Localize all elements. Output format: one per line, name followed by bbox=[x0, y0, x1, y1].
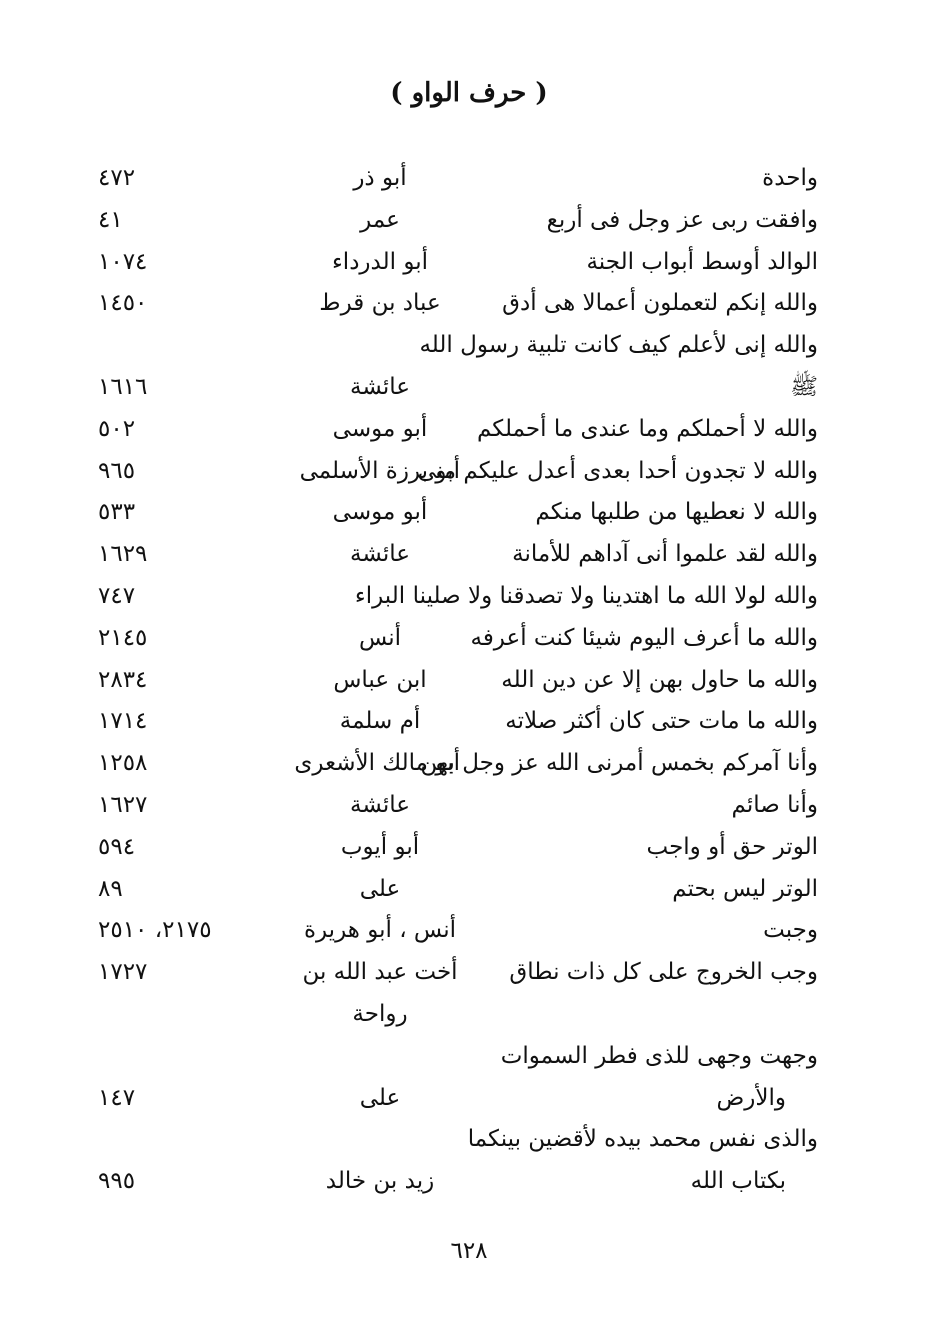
hadith-phrase: والله إنكم لتعملون أعمالا هى أدق bbox=[502, 290, 818, 317]
section-title: ( حرف الواو ) bbox=[390, 78, 548, 108]
hadith-phrase: والله لا نعطيها من طلبها منكم bbox=[535, 499, 818, 526]
narrator-name: زيد بن خالد bbox=[325, 1168, 435, 1195]
hadith-phrase: والله ما حاول بهن إلا عن دين الله bbox=[501, 666, 818, 693]
hadith-phrase: والأرض bbox=[716, 1084, 786, 1111]
narrator-name: أبو برزة الأسلمى bbox=[299, 457, 460, 484]
table-row bbox=[0, 1078, 938, 1120]
table-row bbox=[0, 451, 938, 493]
hadith-phrase: وافقت ربى عز وجل فى أربع bbox=[546, 206, 818, 233]
hadith-number: ١٦٢٧ bbox=[98, 791, 148, 818]
hadith-number: ٢١٤٥ bbox=[98, 624, 148, 651]
table-row bbox=[0, 534, 938, 576]
narrator-name: أخت عبد الله بن bbox=[302, 959, 458, 986]
hadith-number: ١٧١٤ bbox=[98, 708, 148, 735]
table-row bbox=[0, 1036, 938, 1078]
narrator-name: أنس ، أبو هريرة bbox=[303, 917, 457, 944]
narrator-name: عائشة bbox=[350, 541, 410, 568]
table-row bbox=[0, 910, 938, 952]
page-number: ٦٢٨ bbox=[450, 1238, 488, 1264]
hadith-number: ٤٧٢ bbox=[98, 165, 136, 191]
hadith-phrase: والله لا أحملكم وما عندى ما أحملكم bbox=[477, 415, 818, 442]
hadith-number: ١٤٥٠ bbox=[98, 290, 148, 317]
table-row bbox=[0, 827, 938, 869]
table-row bbox=[0, 158, 938, 200]
table-row bbox=[0, 325, 938, 367]
narrator-name: أم سلمة bbox=[339, 708, 421, 735]
table-row bbox=[0, 492, 938, 534]
hadith-phrase: وجب الخروج على كل ذات نطاق bbox=[509, 959, 818, 986]
narrator-name: البراء bbox=[354, 582, 406, 609]
index-table bbox=[0, 158, 938, 1203]
table-row bbox=[0, 242, 938, 284]
narrator-name: أبو أيوب bbox=[340, 833, 420, 860]
narrator-name: أبو ذر bbox=[353, 165, 407, 191]
hadith-number: ٥٣٣ bbox=[98, 499, 136, 526]
narrator-name: أبو الدرداء bbox=[331, 248, 428, 275]
hadith-phrase: ﷺ bbox=[790, 373, 818, 400]
table-row bbox=[0, 785, 938, 827]
hadith-phrase: بكتاب الله bbox=[690, 1168, 786, 1195]
hadith-phrase: الوتر حق أو واجب bbox=[646, 833, 818, 860]
narrator-name: على bbox=[359, 1084, 401, 1111]
hadith-phrase: وجهت وجهى للذى فطر السموات bbox=[500, 1042, 818, 1069]
narrator-name: عائشة bbox=[350, 791, 410, 818]
hadith-number: ١٧٢٧ bbox=[98, 959, 148, 986]
hadith-number: ١٢٥٨ bbox=[98, 750, 148, 777]
table-row bbox=[0, 283, 938, 325]
table-row bbox=[0, 994, 938, 1036]
hadith-phrase: الوتر ليس بحتم bbox=[672, 875, 818, 902]
hadith-phrase: والله لقد علموا أنى آداهم للأمانة bbox=[512, 541, 818, 568]
hadith-number: ١٤٧ bbox=[98, 1084, 136, 1111]
hadith-phrase: والله لا تجدون أحدا بعدى أعدل عليكم منى bbox=[417, 457, 818, 484]
hadith-number: ١٠٧٤ bbox=[98, 248, 148, 275]
table-row bbox=[0, 1119, 938, 1161]
narrator-name: أبو موسى bbox=[332, 499, 428, 526]
table-row bbox=[0, 952, 938, 994]
hadith-phrase: وجبت bbox=[763, 917, 818, 944]
hadith-phrase: وأنا صائم bbox=[731, 791, 818, 818]
hadith-phrase: الوالد أوسط أبواب الجنة bbox=[586, 248, 818, 275]
narrator-name: عمر bbox=[360, 206, 400, 233]
hadith-phrase: والله إنى لأعلم كيف كانت تلبية رسول الله bbox=[419, 332, 818, 359]
narrator-name: رواحة bbox=[352, 1000, 408, 1027]
table-row bbox=[0, 200, 938, 242]
narrator-name: عائشة bbox=[350, 373, 410, 400]
narrator-name: ابن عباس bbox=[333, 666, 427, 693]
narrator-name: على bbox=[359, 875, 401, 902]
hadith-phrase: وأنا آمركم بخمس أمرنى الله عز وجل بهن bbox=[420, 750, 818, 777]
table-row bbox=[0, 701, 938, 743]
hadith-number: ٩٦٥ bbox=[98, 457, 136, 484]
hadith-number: ٥٠٢ bbox=[98, 415, 136, 442]
hadith-number: ١٦٢٩ bbox=[98, 541, 148, 568]
table-row bbox=[0, 660, 938, 702]
table-row bbox=[0, 576, 938, 618]
table-row bbox=[0, 869, 938, 911]
narrator-name: أبو موسى bbox=[332, 415, 428, 442]
table-row bbox=[0, 618, 938, 660]
hadith-number: ٥٩٤ bbox=[98, 833, 136, 860]
hadith-phrase: والله لولا الله ما اهتدينا ولا تصدقنا ولا صلينا bbox=[412, 582, 818, 609]
hadith-phrase: والذى نفس محمد بيده لأقضين بينكما bbox=[467, 1126, 818, 1153]
hadith-phrase: والله ما مات حتى كان أكثر صلاته bbox=[505, 708, 818, 735]
table-row bbox=[0, 409, 938, 451]
hadith-phrase: والله ما أعرف اليوم شيئا كنت أعرفه bbox=[470, 624, 818, 651]
hadith-number: ٨٩ bbox=[98, 875, 123, 902]
narrator-name: عباد بن قرط bbox=[319, 290, 441, 317]
hadith-number: ٧٤٧ bbox=[98, 582, 136, 609]
hadith-phrase: واحدة bbox=[762, 165, 818, 191]
hadith-number: ٤١ bbox=[98, 206, 123, 233]
narrator-name: أبو مالك الأشعرى bbox=[294, 750, 460, 777]
hadith-number: ٩٩٥ bbox=[98, 1168, 136, 1195]
table-row bbox=[0, 743, 938, 785]
table-row bbox=[0, 367, 938, 409]
table-row bbox=[0, 1161, 938, 1203]
hadith-number: ١٦١٦ bbox=[98, 373, 148, 400]
hadith-number: ٢١٧٥، ٢٥١٠ bbox=[98, 917, 212, 944]
narrator-name: أنس bbox=[358, 624, 402, 651]
hadith-number: ٢٨٣٤ bbox=[98, 666, 148, 693]
